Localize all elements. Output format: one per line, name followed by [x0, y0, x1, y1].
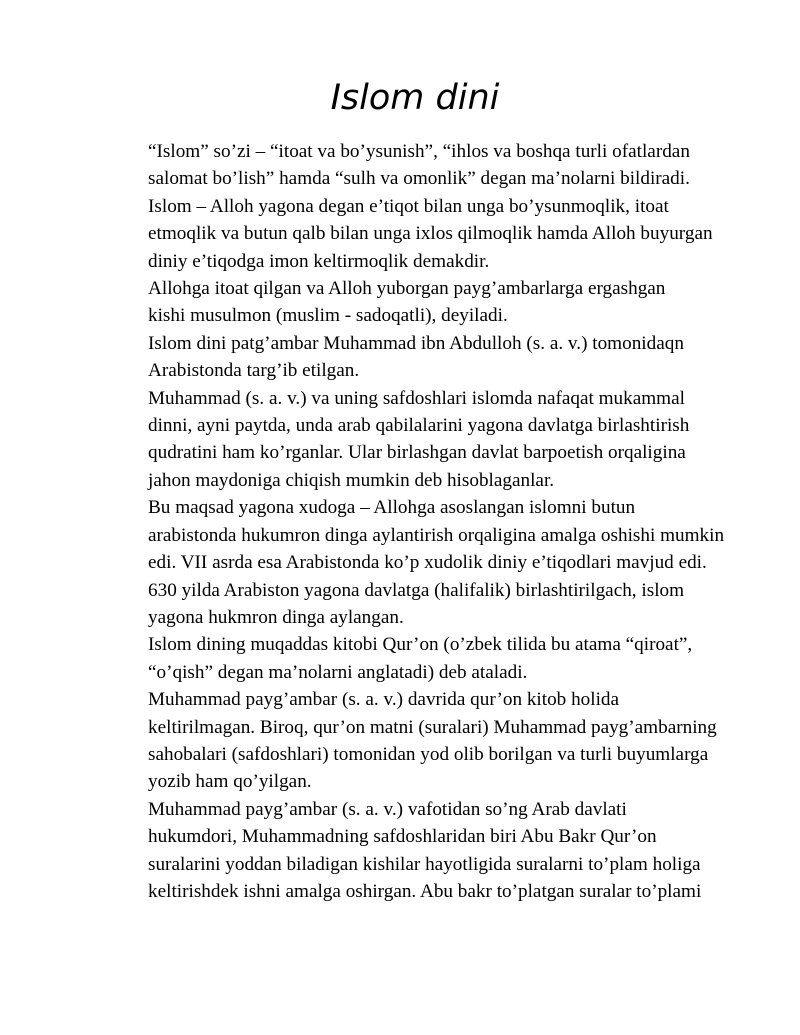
text-line: arabistonda hukumron dinga aylantirish orqaligina amalga oshishi mumkin [148, 524, 725, 546]
text-line: diniy e’tiqodga imon keltirmoqlik demakdir. [148, 250, 490, 272]
text-line: “Islom” so’zi – “itoat va bo’ysunish”, “ihlos va boshqa turli ofatlardan [148, 141, 690, 162]
text-line: Muhammad (s. a. v.) va uning safdoshlari islomda nafaqat mukammal [148, 387, 685, 409]
text-line: Bu maqsad yagona xudoga – Allohga asoslangan islomni butun [148, 497, 636, 519]
text-line: Muhammad payg’ambar (s. a. v.) davrida qur’on kitob holida [148, 689, 620, 711]
text-line: dinni, ayni paytda, unda arab qabilalarini yagona davlatga birlashtirish [148, 415, 690, 437]
text-line: hukumdori, Muhammadning safdoshlaridan biri Abu Bakr Qur’on [148, 826, 657, 848]
paragraph [111, 275, 743, 330]
paragraph [111, 686, 743, 796]
text-line: suralarini yoddan biladigan kishilar hayotligida suralarni to’plam holiga [148, 853, 701, 875]
text-line: yagona hukmron dinga aylangan. [148, 606, 404, 628]
paragraph [111, 577, 743, 632]
paragraph [111, 138, 743, 275]
text-line: etmoqlik va butun qalb bilan unga ixlos qilmoqlik hamda Alloh buyurgan [148, 223, 713, 245]
text-line: sahobalari (safdoshlari) tomonidan yod olib borilgan va turli buyumlarga [148, 743, 709, 765]
text-line: salomat bo’lish” hamda “sulh va omonlik” degan ma’nolarni bildiradi. [148, 168, 690, 190]
paragraph [111, 330, 743, 385]
document-body [111, 138, 743, 905]
text-line: Allohga itoat qilgan va Alloh yuborgan payg’ambarlarga ergashgan [148, 278, 666, 300]
text-line: edi. VII asrda esa Arabistonda ko’p xudolik diniy e’tiqodlari mavjud edi. [148, 552, 707, 574]
text-line: Arabistonda targ’ib etilgan. [148, 360, 360, 382]
text-line: “o’qish” degan ma’nolarni anglatadi) deb ataladi. [148, 661, 528, 683]
text-line: Islom dining muqaddas kitobi Qur’on (o’zbek tilida bu atama “qiroat”, [148, 634, 693, 656]
paragraph [111, 796, 743, 906]
document-title: Islom dini [330, 78, 500, 118]
paragraph [111, 494, 743, 576]
text-line: Muhammad payg’ambar (s. a. v.) vafotidan so’ng Arab davlati [148, 798, 627, 820]
text-line: Islom dini patg’ambar Muhammad ibn Abdulloh (s. a. v.) tomonidaqn [148, 332, 684, 354]
paragraph [111, 385, 743, 495]
text-line: 630 yilda Arabiston yagona davlatga (halifalik) birlashtirilgach, islom [148, 579, 685, 601]
text-line: yozib ham qo’yilgan. [148, 771, 312, 793]
paragraph [111, 631, 743, 686]
text-line: Islom – Alloh yagona degan e’tiqot bilan unga bo’ysunmoqlik, itoat [148, 195, 669, 217]
text-line: qudratini ham ko’rganlar. Ular birlashgan davlat barpoetish orqaligina [148, 442, 686, 464]
text-line: kishi musulmon (muslim - sadoqatli), deyiladi. [148, 305, 508, 327]
text-line: keltirilmagan. Biroq, qur’on matni (suralari) Muhammad payg’ambarning [148, 716, 717, 738]
text-line: keltirishdek ishni amalga oshirgan. Abu bakr to’platgan suralar to’plami [148, 880, 702, 902]
text-line: jahon maydoniga chiqish mumkin deb hisoblaganlar. [148, 469, 555, 491]
